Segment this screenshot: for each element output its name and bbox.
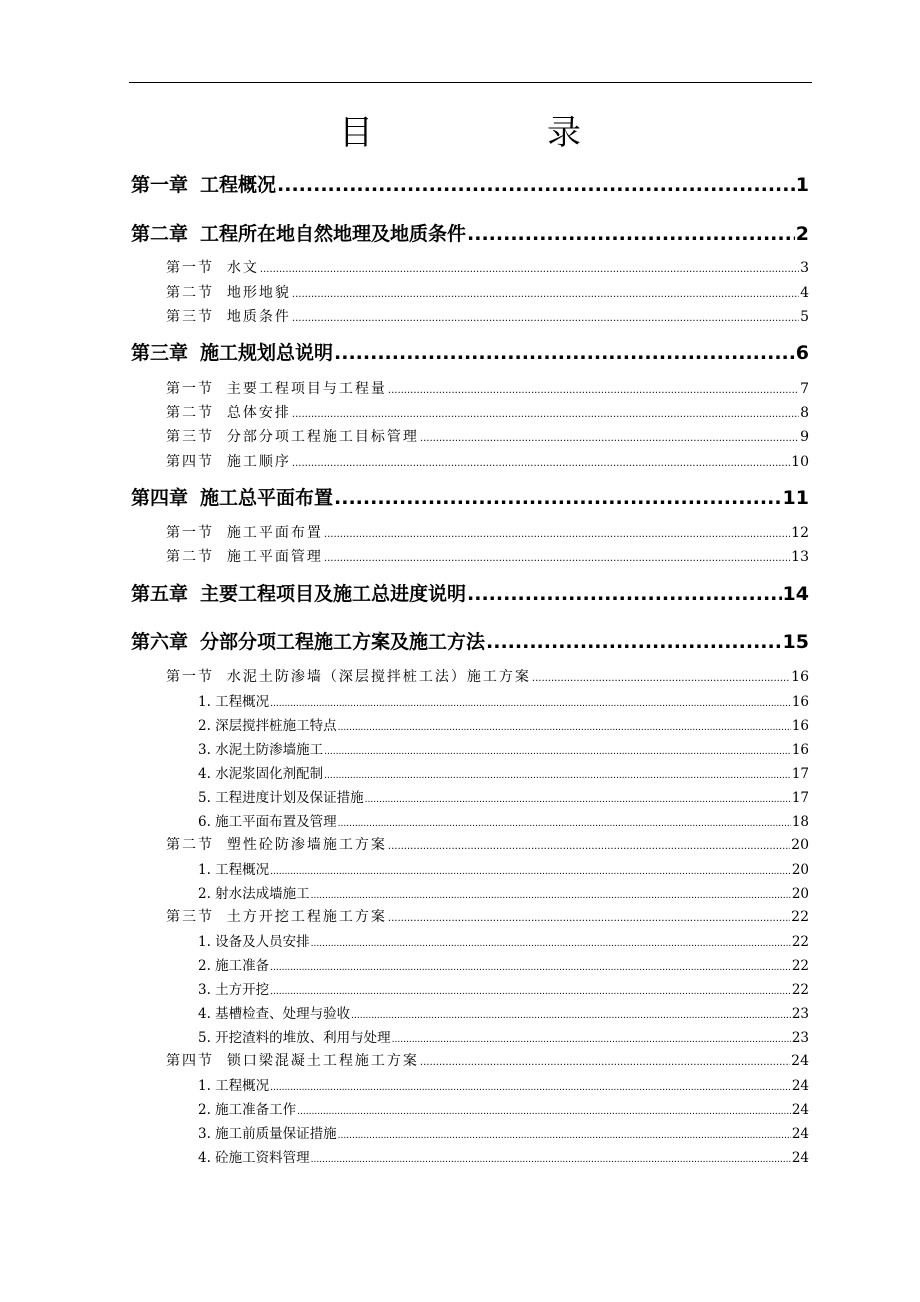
page-number: 9 [800, 429, 809, 445]
toc-item[interactable] [198, 714, 809, 736]
chapter-label: 第三章 [131, 342, 189, 364]
toc-section[interactable] [166, 522, 809, 544]
dot-leader [270, 982, 791, 998]
page-number: 17 [791, 766, 809, 782]
section-title: 土方开挖工程施工方案 [226, 909, 387, 925]
toc-item[interactable] [198, 882, 809, 904]
section-label: 第一节 [166, 381, 214, 397]
page-number: 23 [791, 1030, 809, 1046]
item-title: 3. 水泥土防渗墙施工 [198, 742, 324, 758]
dot-leader [392, 1030, 791, 1046]
dot-leader [338, 814, 791, 830]
section-title: 锁口梁混凝土工程施工方案 [226, 1053, 419, 1069]
dot-leader [467, 583, 782, 605]
page-number: 16 [791, 669, 809, 685]
dot-leader [270, 862, 791, 878]
header-rule [129, 82, 812, 83]
chapter-title: 施工总平面布置 [200, 487, 334, 509]
section-title: 地形地貌 [226, 285, 291, 301]
toc-item[interactable] [198, 810, 809, 832]
section-title: 主要工程项目与工程量 [226, 381, 387, 397]
page-number: 22 [791, 982, 809, 998]
page-number: 12 [791, 525, 809, 541]
chapter-title: 主要工程项目及施工总进度说明 [200, 583, 467, 605]
dot-leader [270, 958, 791, 974]
page-number: 1 [795, 174, 809, 196]
section-title: 水文 [226, 260, 259, 276]
item-title: 2. 射水法成墙施工 [198, 886, 310, 902]
page-number: 18 [791, 814, 809, 830]
toc-section[interactable] [166, 378, 809, 400]
page-number: 13 [791, 549, 809, 565]
item-title: 5. 工程进度计划及保证措施 [198, 790, 364, 806]
page-number: 2 [795, 223, 809, 245]
item-title: 1. 工程概况 [198, 694, 270, 710]
page-title: 目 录 [339, 113, 651, 153]
dot-leader [388, 381, 799, 397]
item-title: 4. 基槽检查、处理与验收 [198, 1006, 351, 1022]
dot-leader [260, 260, 799, 276]
page-number: 16 [791, 694, 809, 710]
page-number: 24 [791, 1053, 809, 1069]
page-number: 5 [800, 309, 809, 325]
section-title: 分部分项工程施工目标管理 [226, 429, 419, 445]
toc-section[interactable] [166, 426, 809, 448]
chapter-title: 工程概况 [200, 174, 277, 196]
page-number: 20 [791, 886, 809, 902]
item-title: 3. 土方开挖 [198, 982, 270, 998]
dot-leader [420, 1053, 790, 1069]
section-label: 第三节 [166, 909, 214, 925]
toc-item[interactable] [198, 858, 809, 880]
dot-leader [292, 454, 790, 470]
dot-leader [388, 909, 790, 925]
toc-section[interactable] [166, 306, 809, 328]
item-title: 6. 施工平面布置及管理 [198, 814, 337, 830]
page-number: 22 [791, 958, 809, 974]
toc-section[interactable] [166, 402, 809, 424]
dot-leader [532, 669, 790, 685]
toc-item[interactable] [198, 1002, 809, 1024]
item-title: 1. 工程概况 [198, 862, 270, 878]
chapter-title: 工程所在地自然地理及地质条件 [200, 223, 467, 245]
toc-item[interactable] [198, 762, 809, 784]
chapter-title: 施工规划总说明 [200, 342, 334, 364]
item-title: 3. 施工前质量保证措施 [198, 1126, 337, 1142]
section-title: 塑性砼防渗墙施工方案 [226, 837, 387, 853]
chapter-label: 第四章 [131, 487, 189, 509]
toc-section[interactable] [166, 257, 809, 279]
toc-section[interactable] [166, 282, 809, 304]
section-label: 第四节 [166, 1053, 214, 1069]
dot-leader [334, 487, 782, 509]
dot-leader [311, 886, 791, 902]
section-title: 施工顺序 [226, 454, 291, 470]
toc-item[interactable] [198, 1026, 809, 1048]
chapter-label: 第五章 [131, 583, 189, 605]
section-label: 第二节 [166, 549, 214, 565]
section-label: 第四节 [166, 454, 214, 470]
dot-leader [486, 631, 782, 653]
chapter-label: 第二章 [131, 223, 189, 245]
section-title: 施工平面管理 [226, 549, 323, 565]
page-number: 6 [795, 342, 809, 364]
section-label: 第一节 [166, 525, 214, 541]
dot-leader [324, 742, 791, 758]
section-title: 水泥土防渗墙（深层搅拌桩工法）施工方案 [226, 669, 531, 685]
section-label: 第二节 [166, 405, 214, 421]
item-title: 5. 开挖渣料的堆放、利用与处理 [198, 1030, 391, 1046]
toc-section[interactable] [166, 834, 809, 856]
toc-item[interactable] [198, 690, 809, 712]
page-number: 15 [782, 631, 809, 653]
page-number: 20 [791, 837, 809, 853]
toc-section[interactable] [166, 906, 809, 928]
chapter-label: 第六章 [131, 631, 189, 653]
page-number: 14 [782, 583, 809, 605]
page-number: 4 [800, 285, 809, 301]
toc-chapter-6[interactable] [131, 627, 809, 655]
dot-leader [351, 1006, 791, 1022]
page-number: 11 [782, 487, 809, 509]
page-number: 24 [791, 1078, 809, 1094]
toc-section[interactable] [166, 666, 809, 688]
dot-leader [324, 549, 790, 565]
page-number: 16 [791, 742, 809, 758]
page-number: 22 [791, 909, 809, 925]
toc-section[interactable] [166, 1050, 809, 1072]
toc-item[interactable] [198, 1146, 809, 1168]
item-title: 2. 施工准备工作 [198, 1102, 297, 1118]
page-number: 17 [791, 790, 809, 806]
page-number: 10 [791, 454, 809, 470]
page-number: 20 [791, 862, 809, 878]
dot-leader [311, 934, 791, 950]
dot-leader [338, 718, 791, 734]
dot-leader [338, 1126, 791, 1142]
dot-leader [324, 525, 790, 541]
toc-item[interactable] [198, 738, 809, 760]
item-title: 2. 施工准备 [198, 958, 270, 974]
toc-chapter-5[interactable] [131, 579, 809, 607]
toc-item[interactable] [198, 978, 809, 1000]
page-number: 22 [791, 934, 809, 950]
chapter-title: 分部分项工程施工方案及施工方法 [200, 631, 486, 653]
toc-chapter-1[interactable] [131, 170, 809, 198]
toc-chapter-2[interactable] [131, 219, 809, 247]
section-title: 施工平面布置 [226, 525, 323, 541]
page-number: 24 [791, 1126, 809, 1142]
page-number: 7 [800, 381, 809, 397]
page-number: 16 [791, 718, 809, 734]
page-number: 24 [791, 1150, 809, 1166]
dot-leader [420, 429, 799, 445]
dot-leader [388, 837, 790, 853]
chapter-label: 第一章 [131, 174, 189, 196]
item-title: 1. 设备及人员安排 [198, 934, 310, 950]
dot-leader [311, 1150, 791, 1166]
dot-leader [297, 1102, 791, 1118]
toc-section[interactable] [166, 546, 809, 568]
toc-chapter-4[interactable] [131, 483, 809, 511]
page-number: 23 [791, 1006, 809, 1022]
section-label: 第一节 [166, 260, 214, 276]
section-label: 第三节 [166, 429, 214, 445]
dot-leader [334, 342, 795, 364]
page-number: 24 [791, 1102, 809, 1118]
section-label: 第二节 [166, 285, 214, 301]
section-title: 总体安排 [226, 405, 291, 421]
section-title: 地质条件 [226, 309, 291, 325]
toc-item[interactable] [198, 1122, 809, 1144]
dot-leader [467, 223, 795, 245]
dot-leader [292, 309, 799, 325]
page-number: 3 [800, 260, 809, 276]
section-label: 第三节 [166, 309, 214, 325]
toc-section[interactable] [166, 451, 809, 473]
toc-item[interactable] [198, 954, 809, 976]
toc-item[interactable] [198, 1098, 809, 1120]
dot-leader [324, 766, 791, 782]
item-title: 2. 深层搅拌桩施工特点 [198, 718, 337, 734]
dot-leader [270, 1078, 791, 1094]
section-label: 第一节 [166, 669, 214, 685]
dot-leader [270, 694, 791, 710]
item-title: 4. 砼施工资料管理 [198, 1150, 310, 1166]
item-title: 1. 工程概况 [198, 1078, 270, 1094]
dot-leader [277, 174, 795, 196]
toc-item[interactable] [198, 930, 809, 952]
dot-leader [292, 405, 799, 421]
section-label: 第二节 [166, 837, 214, 853]
toc-chapter-3[interactable] [131, 338, 809, 366]
toc-item[interactable] [198, 786, 809, 808]
dot-leader [292, 285, 799, 301]
page-number: 8 [800, 405, 809, 421]
toc-item[interactable] [198, 1074, 809, 1096]
dot-leader [365, 790, 791, 806]
item-title: 4. 水泥浆固化剂配制 [198, 766, 324, 782]
